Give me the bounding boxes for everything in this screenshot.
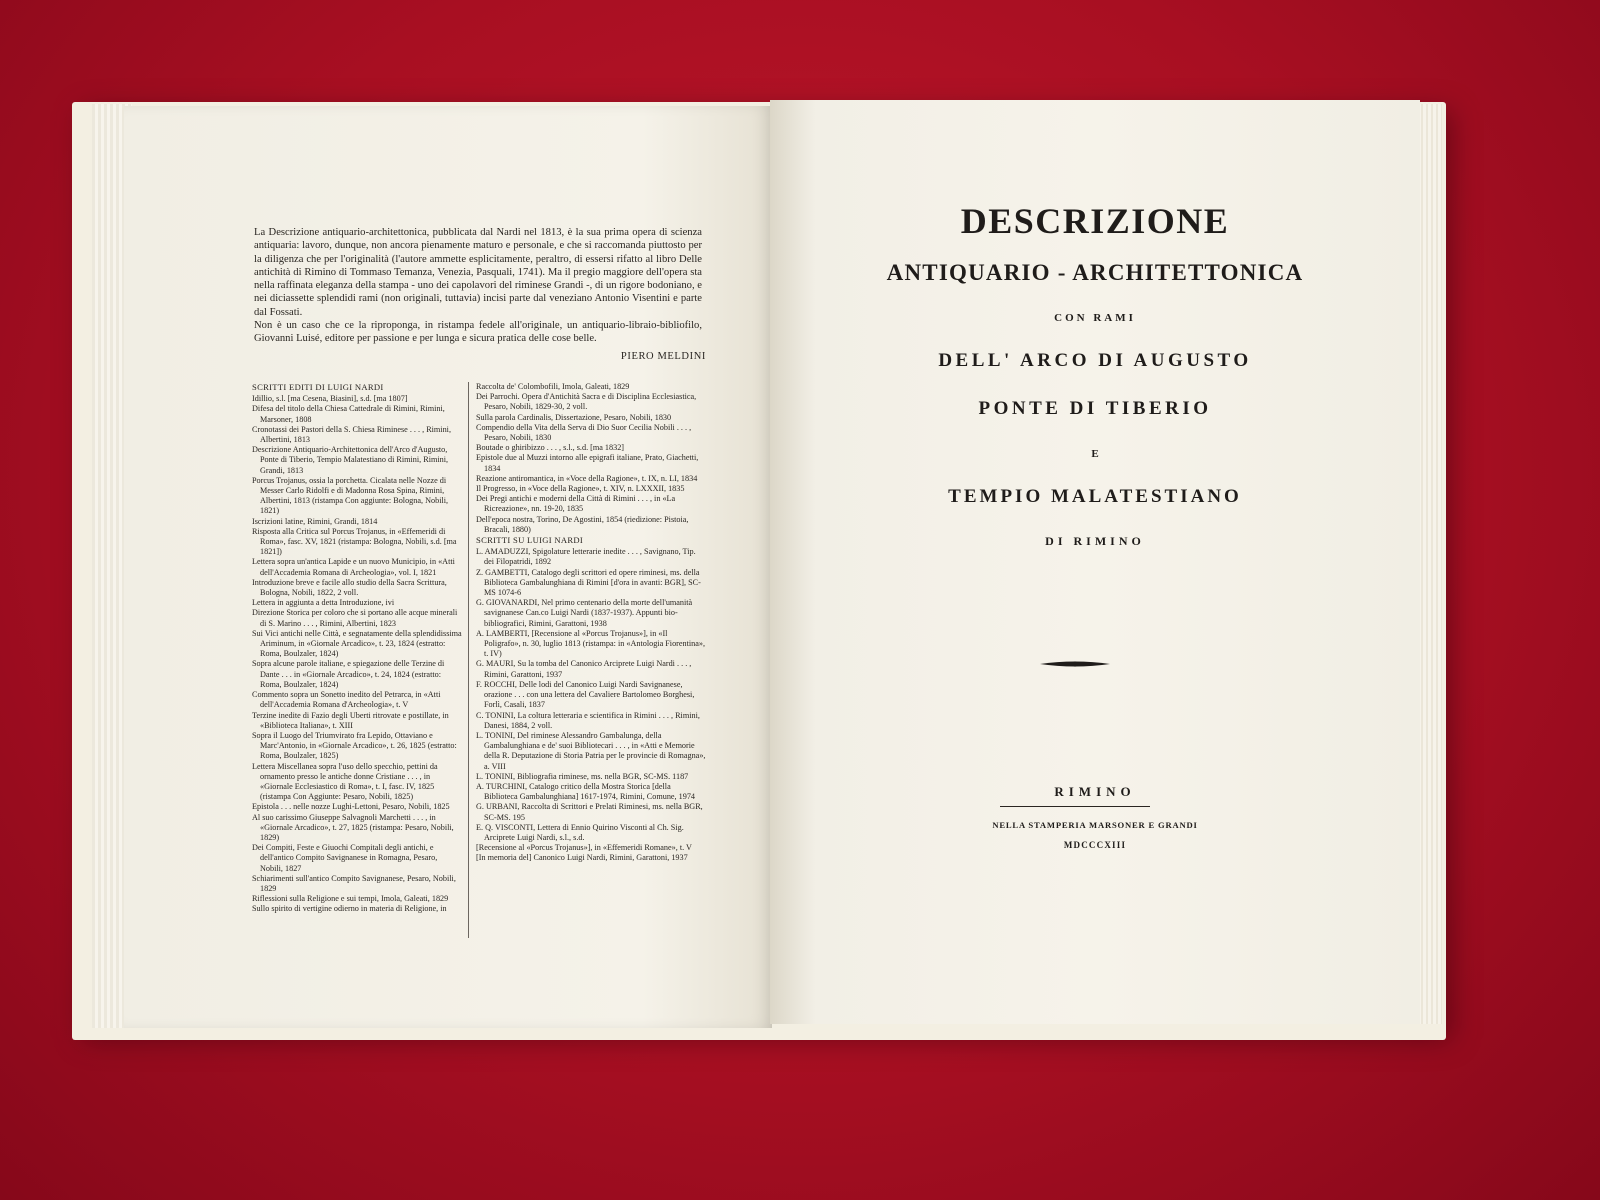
bibliography-entry: L. TONINI, Bibliografia riminese, ms. nella BGR, SC-MS. 1187 <box>476 771 689 781</box>
bibliography-entry: L. TONINI, Del riminese Alessandro Gambalunga, della Gambalunghiana e de' suoi Bibliotecari . . . , in «Atti e Memorie della R. Deputazione di Storia Patria per le provincie di Romagna», a. VIII <box>476 730 706 771</box>
works-list-continued <box>476 382 706 535</box>
bibliography-entry: Schiarimenti sull'antico Compito Savignanese, Pesaro, Nobili, 1829 <box>252 873 456 893</box>
imprint-year: MDCCCXIII <box>1063 840 1127 850</box>
bibliography-entry: Raccolta de' Colombofili, Imola, Galeati, 1829 <box>476 382 630 391</box>
bibliography-entry: F. ROCCHI, Delle lodi del Canonico Luigi Nardi Savignanese, orazione . . . con una lettera del Cavaliere Bartolomeo Borghesi, Forlì, Casali, 1837 <box>476 679 695 710</box>
bibliography-entry: Reazione antiromantica, in «Voce della Ragione», t. IX, n. LI, 1834 <box>476 473 698 483</box>
bibliography-column-a <box>252 382 462 915</box>
bibliography-entry: Commento sopra un Sonetto inedito del Petrarca, in «Atti dell'Accademia Romana d'Archeologia», t. V <box>252 690 441 710</box>
bibliography-entry: Dei Parrochi. Opera d'Antichità Sacra e di Disciplina Ecclesiastica, Pesaro, Nobili, 1829-30, 2 voll. <box>476 392 697 412</box>
bibliography-entry: Terzine inedite di Fazio degli Uberti ritrovate e postillate, in «Biblioteca Italiana», t. XIII <box>252 710 449 730</box>
bibliography-entry: G. URBANI, Raccolta di Scrittori e Prelati Riminesi, ms. nella BGR, SC-MS. 195 <box>476 802 703 822</box>
bibliography-entry: Descrizione Antiquario-Architettonica dell'Arco d'Augusto, Ponte di Tiberio, Tempio Malatestiano di Rimini, Rimini, Grandi, 1813 <box>252 445 449 475</box>
bibliography-entry: Z. GAMBETTI, Catalogo degli scrittori ed opere riminesi, ms. della Biblioteca Gambalunghiana di Rimini [d'ora in avanti: BGR], SC-MS 1074-6 <box>476 567 701 598</box>
bibliography-column-b <box>476 382 706 864</box>
bibliography-entry: A. LAMBERTI, [Recensione al «Porcus Trojanus»], in «Il Poligrafo», n. 30, luglio 1813 (ristampa: in «Antologia Fiorentina», t. IV) <box>476 628 706 659</box>
imprint-city: RIMINO <box>1054 784 1136 799</box>
bibliography-entry: Sopra il Luogo del Triumvirato fra Lepido, Ottaviano e Marc'Antonio, in «Giornale Arcadico», t. 26, 1825 (estratto: Roma, Boulzaler, 1825) <box>252 730 457 761</box>
bibliography-entry: Cronotassi dei Pastori della S. Chiesa Riminese . . . , Rimini, Albertini, 1813 <box>252 424 451 445</box>
title-main: DESCRIZIONE <box>960 201 1230 241</box>
title-line-tempio: TEMPIO MALATESTIANO <box>948 486 1242 507</box>
bibliography-entry: Il Progresso, in «Voce della Ragione», t. XIV, n. LXXXII, 1835 <box>476 484 685 494</box>
ornament-icon <box>1040 660 1110 668</box>
bibliography-entry: A. TURCHINI, Catalogo critico della Mostra Storica [della Biblioteca Gambalunghiana] 1617-1974, Rimini, Comune, 1974 <box>476 781 696 802</box>
bibliography-entry: E. Q. VISCONTI, Lettera di Ennio Quirino Visconti al Ch. Sig. Arciprete Luigi Nardi, s.l., s.d. <box>476 822 684 842</box>
title-line-con-rami: CON RAMI <box>1054 312 1136 324</box>
bibliography-entry: Compendio della Vita della Serva di Dio Suor Cecilia Nobili . . . , Pesaro, Nobili, 1830 <box>476 422 692 443</box>
studies-heading: SCRITTI SU LUIGI NARDI <box>476 535 584 546</box>
bibliography-entry: [Recensione al «Porcus Trojanus»], in «Effemeridi Romane», t. V <box>476 843 692 853</box>
imprint-press: NELLA STAMPERIA MARSONER E GRANDI <box>992 820 1198 830</box>
bibliography-entry: Dell'epoca nostra, Torino, De Agostini, 1854 (riedizione: Pistoia, Bracali, 1880) <box>476 514 689 534</box>
intro-block <box>254 226 706 362</box>
imprint-rule <box>1000 806 1150 807</box>
title-subtitle: ANTIQUARIO - ARCHITETTONICA <box>886 260 1304 285</box>
bibliography-entry: Difesa del titolo della Chiesa Cattedrale di Rimini, Rimini, Marsoner, 1808 <box>252 404 445 424</box>
studies-list <box>476 547 706 863</box>
title-page <box>770 100 1420 1024</box>
title-line-ponte: PONTE DI TIBERIO <box>978 398 1212 419</box>
bibliography-entry: C. TONINI, La coltura letteraria e scientifica in Rimini . . . , Rimini, Danesi, 1884, 2 voll. <box>476 710 700 730</box>
bibliography-entry: G. MAURI, Su la tomba del Canonico Arciprete Luigi Nardi . . . , Rimini, Garattoni, 1937 <box>476 659 692 679</box>
bibliography-entry: Boutade o ghiribizzo . . . , s.l., s.d. [ma 1832] <box>476 443 625 453</box>
bibliography-entry: Riflessioni sulla Religione e sui tempi, Imola, Galeati, 1829 <box>252 894 449 904</box>
works-heading: SCRITTI EDITI DI LUIGI NARDI <box>252 382 384 392</box>
intro-paragraph: La Descrizione antiquario-architettonica, pubblicata dal Nardi nel 1813, è la sua prima opera di scienza antiquaria: lavoro, dunque, non ancora pienamente maturo e personale, e che si raccomanda piuttosto per la diligenza che per l'originalità (l'autore ammette esplicitamente, peraltro, di essersi rifatto al libro Delle antichità di Rimino di Tommaso Temanza, Venezia, Pasquali, 1741). Ma il pregio maggiore dell'opera sta nella raffinata eleganza della stampa - uno dei capolavori del riminese Grandi -, di un rigore bodoniano, e nei diciassette splendidi rami (non originali, tuttavia) incisi parte dal veneziano Antonio Visentini e parte dal Fossati. <box>254 227 702 318</box>
bibliography-entry: Direzione Storica per coloro che si portano alle acque minerali di S. Marino . . . , Rimini, Albertini, 1823 <box>252 608 458 628</box>
works-list <box>252 394 462 914</box>
bibliography-entry: Lettera Miscellanea sopra l'uso dello specchio, pettini da ornamento presso le antiche donne Cristiane . . . , in «Giornale Ecclesiastico di Roma», t. I, fasc. IV, 1825 (ristampa Con Aggiunte: Pesaro, Nobili, 1825) <box>252 761 438 802</box>
bibliography-entry: Dei Pregi antichi e moderni della Città di Rimini . . . , in «La Ricreazione», nn. 19-20, 1835 <box>476 494 676 514</box>
bibliography-entry: Epistole due al Muzzi intorno alle epigrafi italiane, Prato, Giachetti, 1834 <box>476 453 699 473</box>
bibliography-entry: Idillio, s.l. [ma Cesena, Biasini], s.d. [ma 1807] <box>252 394 408 404</box>
bibliography-entry: Introduzione breve e facile allo studio della Sacra Scrittura, Bologna, Nobili, 1822, 2 voll. <box>252 577 447 598</box>
bibliography-entry: Lettera in aggiunta a detta Introduzione, ivi <box>252 598 395 608</box>
bibliography-entry: Sopra alcune parole italiane, e spiegazione delle Terzine di Dante . . . in «Giornale Arcadico», t. 24, 1824 (estratto: Roma, Boulzaler, 1824) <box>252 659 445 689</box>
signature: PIERO MELDINI <box>620 350 706 362</box>
title-line-arco: DELL' ARCO DI AUGUSTO <box>938 350 1252 371</box>
bibliography-entry: Sullo spirito di vertigine odierno in materia di Religione, in <box>252 904 447 914</box>
bibliography-entry: Dei Compiti, Feste e Giuochi Compitali degli antichi, e dell'antico Compito Savignanese in Romagna, Pesaro, Nobili, 1827 <box>252 843 438 873</box>
bibliography-entry: Risposta alla Critica sul Porcus Trojanus, in «Effemeridi di Roma», fasc. XV, 1821 (ristampa: Bologna, Nobili, s.d. [ma 1821]) <box>252 526 457 557</box>
bibliography-entry: Epistola . . . nelle nozze Lughi-Lettoni, Pesaro, Nobili, 1825 <box>252 802 450 812</box>
bibliography-entry: Porcus Trojanus, ossia la porchetta. Cicalata nelle Nozze di Messer Carlo Ridolfi e di Madonna Rosa Spina, Rimini, Albertini, 1813 (ristampa Con aggiunte: Bologna, Nobili, 1821) <box>252 475 449 516</box>
bibliography-entry: G. GIOVANARDI, Nel primo centenario della morte dell'umanità savignanese Can.co Luigi Nardi (1837-1937). Appunti bio-bibliografici, Rimini, Garattoni, 1938 <box>476 598 693 628</box>
title-line-e: E <box>1091 448 1099 460</box>
title-line-rimino: DI RIMINO <box>1045 534 1145 548</box>
intro-paragraph-2: Non è un caso che ce la riproponga, in ristampa fedele all'originale, un antiquario-libraio-bibliofilo, Giovanni Luisé, editore per passione e per lunga e sicura pratica delle cose belle. <box>254 320 702 345</box>
bibliography-entry: [In memoria del] Canonico Luigi Nardi, Rimini, Garattoni, 1937 <box>476 853 688 863</box>
bibliography-entry: L. AMADUZZI, Spigolature letterarie inedite . . . , Savignano, Tip. dei Filopatridi, 1892 <box>476 547 696 567</box>
left-page <box>124 106 772 1028</box>
bibliography-entry: Iscrizioni latine, Rimini, Grandi, 1814 <box>252 516 378 526</box>
bibliography-entry: Lettera sopra un'antica Lapide e un nuovo Municipio, in «Atti dell'Accademia Romana di Archeologia», vol. I, 1821 <box>252 557 455 577</box>
bibliography-entry: Al suo carissimo Giuseppe Salvagnoli Marchetti . . . , in «Giornale Arcadico», t. 27, 1825 (ristampa: Pesaro, Nobili, 1829) <box>252 812 454 842</box>
column-divider <box>468 382 469 938</box>
bibliography-entry: Sulla parola Cardinalis, Dissertazione, Pesaro, Nobili, 1830 <box>476 412 672 422</box>
bibliography-entry: Sui Vici antichi nelle Città, e segnatamente della splendidissima Ariminum, in «Giornale Arcadico», t. 23, 1824 (estratto: Roma, Boulzaler, 1824) <box>252 628 462 659</box>
